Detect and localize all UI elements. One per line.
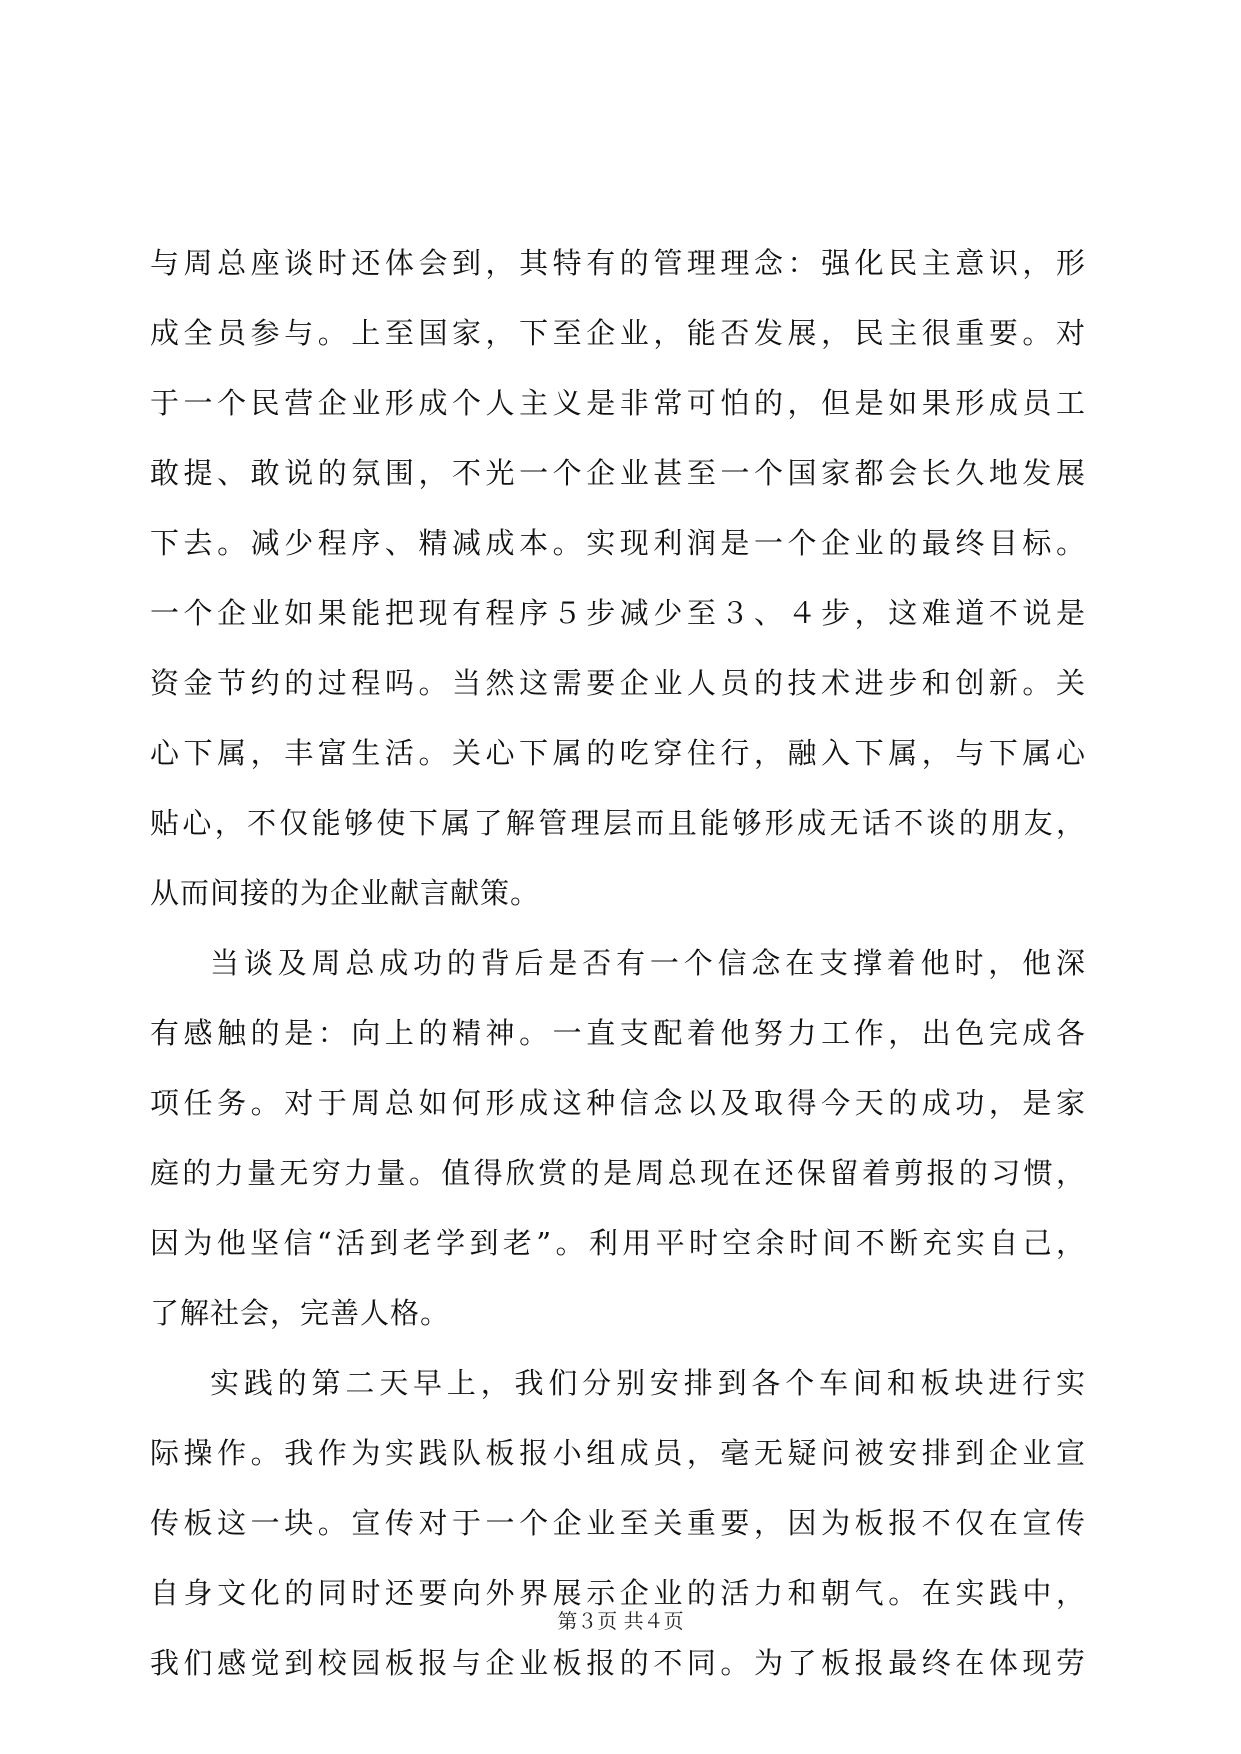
text-line: 项任务。对于周总如何形成这种信念以及取得今天的成功，是家	[150, 1086, 1086, 1120]
text-line: 资金节约的过程吗。当然这需要企业人员的技术进步和创新。关	[150, 666, 1086, 700]
text-line: 自身文化的同时还要向外界展示企业的活力和朝气。在实践中，	[150, 1576, 1086, 1610]
text-line: 当谈及周总成功的背后是否有一个信念在支撑着他时，他深	[210, 946, 1086, 980]
text-line: 有感触的是：向上的精神。一直支配着他努力工作，出色完成各	[150, 1016, 1086, 1050]
text-line: 敢提、敢说的氛围，不光一个企业甚至一个国家都会长久地发展	[150, 456, 1086, 490]
text-line: 下去。减少程序、精减成本。实现利润是一个企业的最终目标。	[150, 526, 1086, 560]
text-line: 庭的力量无穷力量。值得欣赏的是周总现在还保留着剪报的习惯，	[150, 1156, 1086, 1190]
text-line: 成全员参与。上至国家，下至企业，能否发展，民主很重要。对	[150, 316, 1086, 350]
text-line: 了解社会，完善人格。	[150, 1296, 451, 1330]
text-line: 我们感觉到校园板报与企业板报的不同。为了板报最终在体现劳	[150, 1646, 1086, 1680]
page-number-footer: 第３页 共４页	[557, 1609, 684, 1633]
text-line: 心下属，丰富生活。关心下属的吃穿住行，融入下属，与下属心	[150, 736, 1086, 770]
document-body	[150, 228, 1086, 1698]
text-line: 从而间接的为企业献言献策。	[150, 876, 541, 910]
text-line: 贴心，不仅能够使下属了解管理层而且能够形成无话不谈的朋友，	[150, 806, 1086, 840]
text-line: 与周总座谈时还体会到，其特有的管理理念：强化民主意识，形	[150, 246, 1086, 280]
text-line: 传板这一块。宣传对于一个企业至关重要，因为板报不仅在宣传	[150, 1506, 1086, 1540]
text-line: 际操作。我作为实践队板报小组成员，毫无疑问被安排到企业宣	[150, 1436, 1086, 1470]
text-line: 因为他坚信“活到老学到老”。利用平时空余时间不断充实自己，	[150, 1226, 1086, 1260]
text-line: 实践的第二天早上，我们分别安排到各个车间和板块进行实	[210, 1366, 1086, 1400]
text-line: 一个企业如果能把现有程序５步减少至３、４步，这难道不说是	[150, 596, 1086, 630]
text-line: 于一个民营企业形成个人主义是非常可怕的，但是如果形成员工	[150, 386, 1086, 420]
